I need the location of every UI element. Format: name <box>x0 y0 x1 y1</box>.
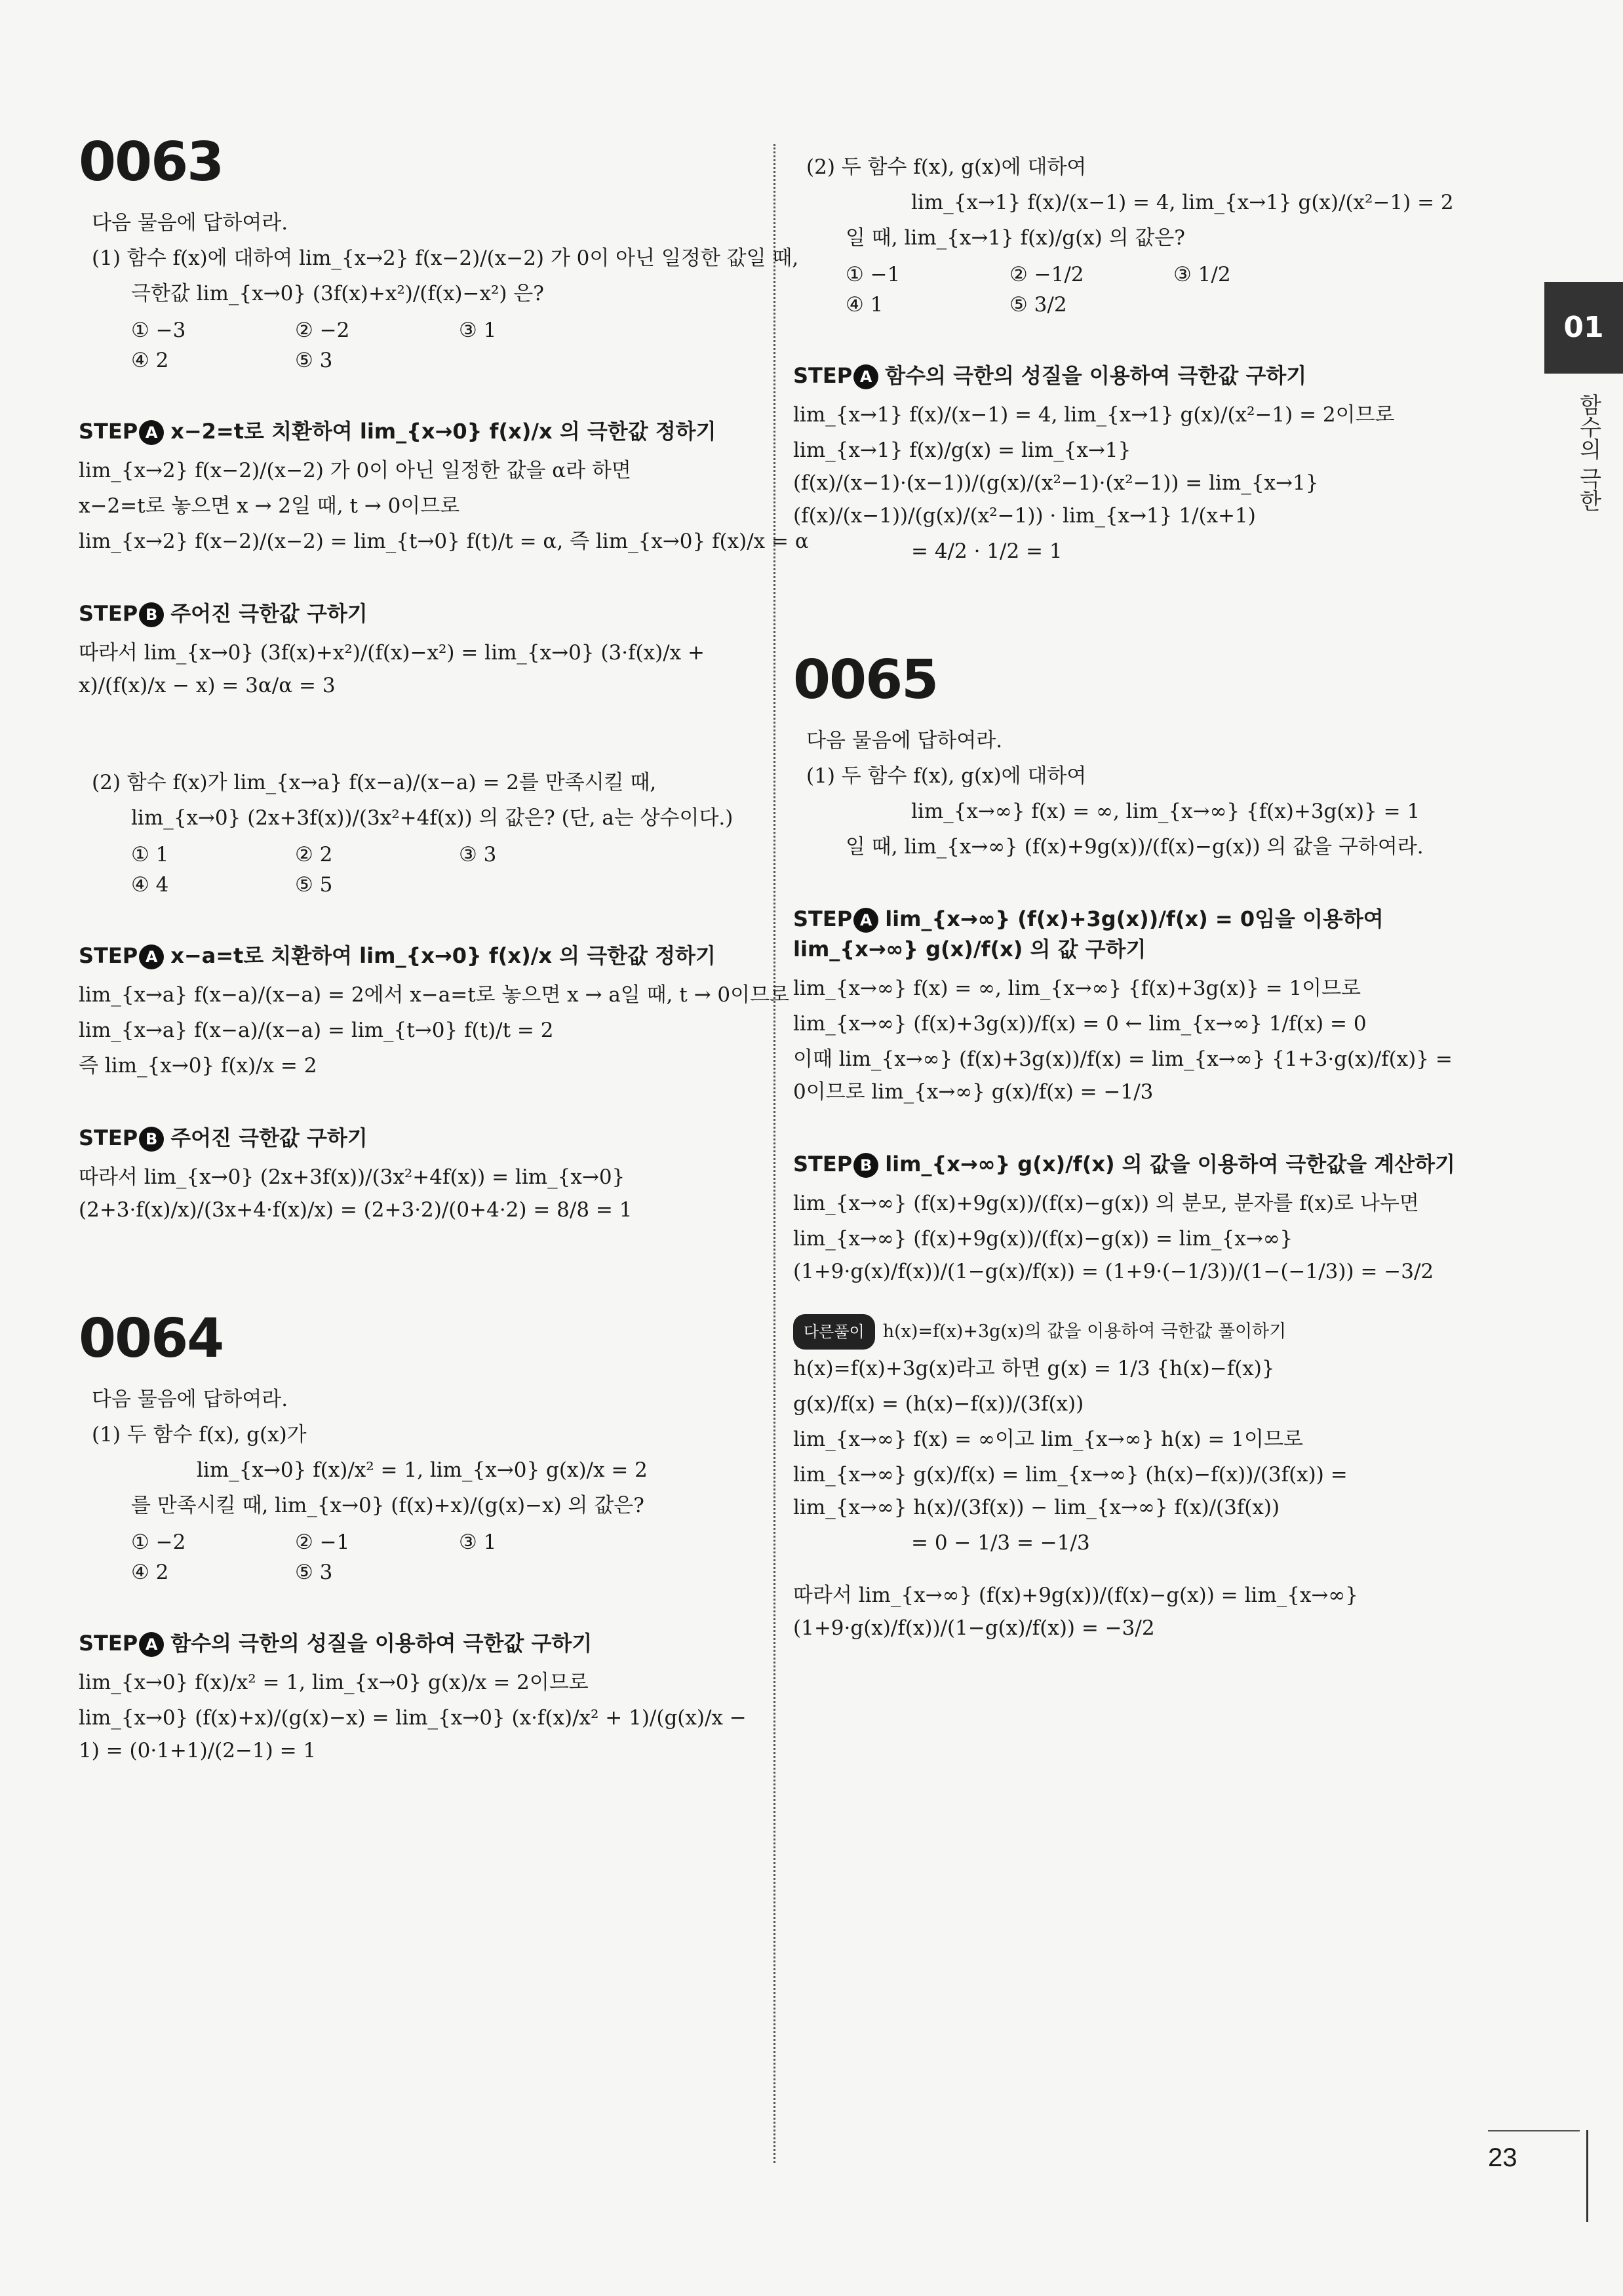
choice-5: ⑤ 3 <box>295 1561 333 1584</box>
answer-choices <box>79 315 760 376</box>
step-badge: A <box>139 1632 164 1657</box>
solution-line: lim_{x→0} (f(x)+x)/(g(x)−x) = lim_{x→0} (x·f(x)/x² + 1)/(g(x)/x − 1) = (0·1+1)/(2−1) = 1 <box>79 1706 747 1762</box>
step-b-heading: STEP B 주어진 극한값 구하기 <box>79 601 368 626</box>
alt-solution-title: h(x)=f(x)+3g(x)의 값을 이용하여 극한값 풀이하기 <box>882 1321 1287 1342</box>
step-a-heading: STEP A x−2=t로 치환하여 lim_{x→0} f(x)/x 의 극한값 정하기 <box>79 419 716 444</box>
answer-choices <box>793 260 1462 320</box>
solution-line: lim_{x→∞} f(x) = ∞, lim_{x→∞} {f(x)+3g(x)} = 1이므로 <box>793 977 1361 1000</box>
choice-3: ③ 1/2 <box>1173 263 1231 286</box>
question-text: (1) 두 함수 f(x), g(x)가 <box>92 1423 307 1447</box>
solution-line: lim_{x→∞} (f(x)+3g(x))/f(x) = 0 ← lim_{x→∞} 1/f(x) = 0 <box>793 1012 1367 1036</box>
question-text: 를 만족시킬 때, lim_{x→0} (f(x)+x)/(g(x)−x) 의 값은? <box>131 1494 644 1517</box>
step-title: x−a=t로 치환하여 lim_{x→0} f(x)/x 의 극한값 정하기 <box>170 943 716 968</box>
choice-4: ④ 2 <box>131 349 169 372</box>
choice-1: ① 1 <box>131 843 169 866</box>
solution-line: lim_{x→a} f(x−a)/(x−a) = lim_{t→0} f(t)/t = 2 <box>79 1019 554 1042</box>
choice-4: ④ 4 <box>131 873 169 897</box>
question-text: (1) 함수 f(x)에 대하여 lim_{x→2} f(x−2)/(x−2) 가 0이 아닌 일정한 값일 때, <box>92 246 799 270</box>
footer-rule <box>1488 2130 1580 2131</box>
step-a-heading: STEP A lim_{x→∞} (f(x)+3g(x))/f(x) = 0임을 이용하여 lim_{x→∞} g(x)/f(x) 의 값 구하기 <box>793 906 1384 962</box>
choice-1: ① −3 <box>131 319 186 342</box>
choice-3: ③ 3 <box>459 843 497 866</box>
step-b-heading: STEP B lim_{x→∞} g(x)/f(x) 의 값을 이용하여 극한값을 계산하기 <box>793 1152 1455 1177</box>
solution-line: lim_{x→∞} g(x)/f(x) = lim_{x→∞} (h(x)−f(x))/(3f(x)) = lim_{x→∞} h(x)/(3f(x)) − lim_{x→∞} f(x)/(3f(x)) <box>793 1463 1348 1519</box>
solution-line: lim_{x→2} f(x−2)/(x−2) = lim_{t→0} f(t)/t = α, 즉 lim_{x→0} f(x)/x = α <box>79 530 809 553</box>
choice-4: ④ 2 <box>131 1561 169 1584</box>
alternative-solution-heading <box>793 1314 1462 1350</box>
question-text: 일 때, lim_{x→1} f(x)/g(x) 의 값은? <box>846 226 1185 250</box>
solution-line: h(x)=f(x)+3g(x)라고 하면 g(x) = 1/3 {h(x)−f(x)} <box>793 1357 1275 1380</box>
problem-intro: 다음 물음에 답하여라. <box>806 729 1003 752</box>
choice-2: ② −1/2 <box>1009 263 1084 286</box>
step-title: x−2=t로 치환하여 lim_{x→0} f(x)/x 의 극한값 정하기 <box>170 419 716 444</box>
solution-line: 이때 lim_{x→∞} (f(x)+3g(x))/f(x) = lim_{x→∞} {1+3·g(x)/f(x)} = 0이므로 lim_{x→∞} g(x)/f(x) = −1/3 <box>793 1047 1453 1104</box>
solution-line: lim_{x→a} f(x−a)/(x−a) = 2에서 x−a=t로 놓으면 x → a일 때, t → 0이므로 <box>79 983 789 1007</box>
solution-line: g(x)/f(x) = (h(x)−f(x))/(3f(x)) <box>793 1392 1084 1416</box>
question-text: (2) 함수 f(x)가 lim_{x→a} f(x−a)/(x−a) = 2를 만족시킬 때, <box>92 771 657 794</box>
answer-choices <box>79 1527 760 1587</box>
solution-line: = 4/2 · 1/2 = 1 <box>911 539 1063 563</box>
question-text: 극한값 lim_{x→0} (3f(x)+x²)/(f(x)−x²) 은? <box>131 282 544 305</box>
page-number: 23 <box>1488 2143 1517 2172</box>
question-text: (1) 두 함수 f(x), g(x)에 대하여 <box>806 764 1087 788</box>
step-title: 함수의 극한의 성질을 이용하여 극한값 구하기 <box>170 1631 593 1656</box>
solution-line: = 0 − 1/3 = −1/3 <box>911 1531 1090 1555</box>
step-badge: A <box>853 364 878 389</box>
question-text: lim_{x→1} f(x)/(x−1) = 4, lim_{x→1} g(x)/(x²−1) = 2 <box>911 191 1454 214</box>
choice-1: ① −2 <box>131 1530 186 1554</box>
step-badge: B <box>853 1153 878 1178</box>
problem-number-0064: 0064 <box>79 1308 224 1370</box>
answer-choices <box>79 840 760 900</box>
question-text: lim_{x→0} f(x)/x² = 1, lim_{x→0} g(x)/x = 2 <box>197 1458 648 1482</box>
problem-number-0065: 0065 <box>793 649 938 711</box>
solution-line: lim_{x→∞} (f(x)+9g(x))/(f(x)−g(x)) = lim_{x→∞} (1+9·g(x)/f(x))/(1−g(x)/f(x)) = (1+9·(−1/3))/(1−(−1/3)) = −3/2 <box>793 1227 1434 1283</box>
chapter-tab: 01 <box>1544 282 1623 374</box>
step-a-heading: STEP A x−a=t로 치환하여 lim_{x→0} f(x)/x 의 극한값 정하기 <box>79 943 716 968</box>
solution-line: lim_{x→1} f(x)/g(x) = lim_{x→1} (f(x)/(x−1)·(x−1))/(g(x)/(x²−1)·(x²−1)) = lim_{x→1} (f(x)/(x−1))/(g(x)/(x²−1)) · lim_{x→1} 1/(x+1) <box>793 438 1319 528</box>
step-a-heading: STEP A 함수의 극한의 성질을 이용하여 극한값 구하기 <box>793 363 1307 388</box>
choice-1: ① −1 <box>846 263 901 286</box>
solution-line: x−2=t로 놓으면 x → 2일 때, t → 0이므로 <box>79 494 460 518</box>
step-title: 함수의 극한의 성질을 이용하여 극한값 구하기 <box>885 363 1307 388</box>
problem-intro: 다음 물음에 답하여라. <box>92 211 288 235</box>
step-badge: B <box>139 1127 164 1152</box>
question-text: 일 때, lim_{x→∞} (f(x)+9g(x))/(f(x)−g(x)) 의 값을 구하여라. <box>846 835 1424 859</box>
choice-2: ② −2 <box>295 319 350 342</box>
choice-3: ③ 1 <box>459 1530 497 1554</box>
step-badge: B <box>139 602 164 627</box>
choice-4: ④ 1 <box>846 293 884 317</box>
problem-intro: 다음 물음에 답하여라. <box>92 1388 288 1411</box>
choice-5: ⑤ 5 <box>295 873 333 897</box>
column-divider <box>773 144 775 2163</box>
solution-line: 즉 lim_{x→0} f(x)/x = 2 <box>79 1054 317 1078</box>
step-badge: A <box>853 908 878 933</box>
problem-number-0063: 0063 <box>79 131 224 193</box>
margin-rule <box>1586 2130 1588 2222</box>
step-badge: A <box>139 420 164 445</box>
step-badge: A <box>139 944 164 969</box>
solution-line: lim_{x→1} f(x)/(x−1) = 4, lim_{x→1} g(x)/(x²−1) = 2이므로 <box>793 403 1395 427</box>
step-title: lim_{x→∞} g(x)/f(x) 의 값을 이용하여 극한값을 계산하기 <box>885 1152 1455 1177</box>
question-text: lim_{x→0} (2x+3f(x))/(3x²+4f(x)) 의 값은? (단, a는 상수이다.) <box>131 806 733 830</box>
step-b-heading: STEP B 주어진 극한값 구하기 <box>79 1125 368 1150</box>
step-title: 주어진 극한값 구하기 <box>170 1125 368 1150</box>
right-column <box>793 131 1462 1647</box>
solution-line: lim_{x→0} f(x)/x² = 1, lim_{x→0} g(x)/x = 2이므로 <box>79 1671 589 1694</box>
choice-5: ⑤ 3/2 <box>1009 293 1067 317</box>
question-text: lim_{x→∞} f(x) = ∞, lim_{x→∞} {f(x)+3g(x)} = 1 <box>911 800 1420 823</box>
solution-line: lim_{x→2} f(x−2)/(x−2) 가 0이 아닌 일정한 값을 α라 하면 <box>79 459 631 482</box>
chapter-title: 함수의 극한 <box>1575 393 1601 512</box>
choice-3: ③ 1 <box>459 319 497 342</box>
solution-line: 따라서 lim_{x→0} (2x+3f(x))/(3x²+4f(x)) = lim_{x→0} (2+3·f(x)/x)/(3x+4·f(x)/x) = (2+3·2)/(0+4·2) = 8/8 = 1 <box>79 1165 633 1222</box>
solution-line: 따라서 lim_{x→0} (3f(x)+x²)/(f(x)−x²) = lim_{x→0} (3·f(x)/x + x)/(f(x)/x − x) = 3α/α = 3 <box>79 641 705 697</box>
solution-line: lim_{x→∞} f(x) = ∞이고 lim_{x→∞} h(x) = 1이므로 <box>793 1428 1303 1451</box>
choice-2: ② −1 <box>295 1530 350 1554</box>
question-text: (2) 두 함수 f(x), g(x)에 대하여 <box>806 155 1087 179</box>
solution-line: lim_{x→∞} (f(x)+9g(x))/(f(x)−g(x)) 의 분모, 분자를 f(x)로 나누면 <box>793 1192 1419 1215</box>
choice-5: ⑤ 3 <box>295 349 333 372</box>
step-title: lim_{x→∞} (f(x)+3g(x))/f(x) = 0임을 이용하여 lim_{x→∞} g(x)/f(x) 의 값 구하기 <box>793 906 1384 962</box>
step-a-heading: STEP A 함수의 극한의 성질을 이용하여 극한값 구하기 <box>79 1631 593 1656</box>
step-title: 주어진 극한값 구하기 <box>170 601 368 626</box>
left-column <box>79 131 809 1770</box>
solution-line: 따라서 lim_{x→∞} (f(x)+9g(x))/(f(x)−g(x)) = lim_{x→∞} (1+9·g(x)/f(x))/(1−g(x)/f(x)) = −3/2 <box>793 1584 1358 1640</box>
alt-solution-badge: 다른풀이 <box>793 1314 875 1350</box>
choice-2: ② 2 <box>295 843 333 866</box>
